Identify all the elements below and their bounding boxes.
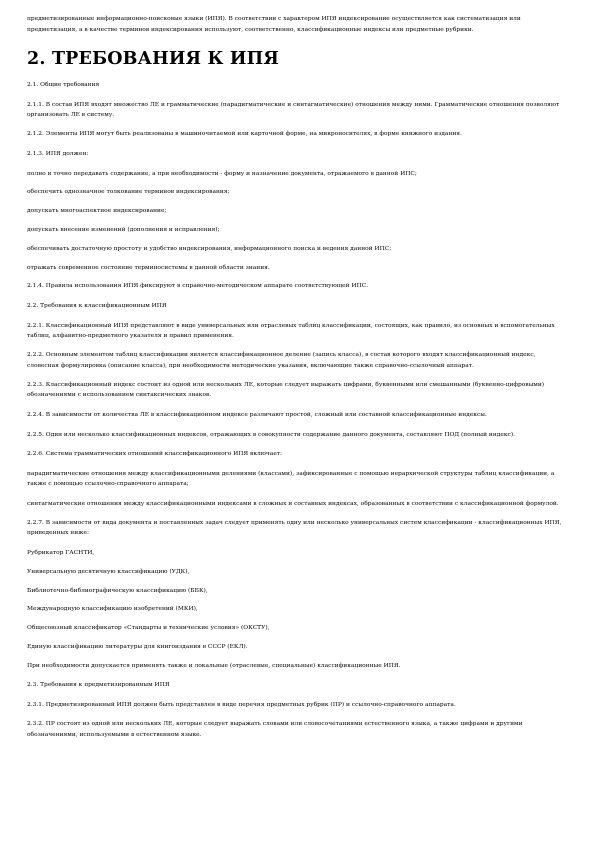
intro-paragraph: предметизированные информационно-поисковые языки (ИПЯ). В соответствии с характером ИПЯ индексирование осуществляется как систематизация или предметизация, а в качестве терминов индексирования используют, соответственно, классификационные индексы или предметные рубрики. [27, 16, 521, 33]
list-item: полно и точно передавать содержание, а при необходимости - форму и назначение документа, отражаемого в данной ИПС; [27, 170, 417, 177]
paragraph: 2.2.6. Система грамматических отношений классификационного ИПЯ включает: [27, 451, 283, 458]
paragraph: 2.3. Требования к предметизированным ИПЯ [27, 682, 170, 689]
paragraph: парадигматические отношения между классификационными делениями (классами), зафиксированные с помощью иерархической структуры таблиц классификации, а также с помощью ссылочно-справочного аппарата; [27, 470, 555, 487]
list-item: допускать многоаспектное индексирование; [27, 208, 167, 215]
paragraph: 2.2.5. Один или несколько классификационных индексов, отражающих в совокупности содержание данного документа, составляют ПОД (полный индекс). [27, 431, 516, 438]
section-title: 2. ТРЕБОВАНИЯ К ИПЯ [27, 49, 280, 69]
paragraph: 2.1.1. В состав ИПЯ входят множество ЛЕ и грамматические (парадигматические и синтагматические) отношения между ними. Грамматические отношения позволяют организовать ЛЕ в систему. [27, 101, 560, 118]
list-item: Международную классификацию изобретений (МКИ), [27, 606, 198, 613]
paragraph: синтагматические отношения между классификационными индексами в сложных и составных индексах, образованных в соответствии с классификационной формулой. [27, 500, 559, 507]
paragraph: 2.2.7. В зависимости от вида документа и поставленных задач следует применять одну или несколько универсальных систем классификации - классификационных ИПЯ, приведенных ниже: [27, 520, 562, 537]
paragraph: При необходимости допускается применять также и локальные (отраслевые, специальные) классификационные ИПЯ. [27, 662, 401, 669]
list-item: обеспечить однозначное толкование терминов индексирования; [27, 189, 230, 196]
list-item: допускать внесение изменений (дополнения и исправления); [27, 226, 220, 233]
list-item: Рубрикатор ГАСНТИ, [27, 549, 95, 556]
paragraph: 2.1.3. ИПЯ должен: [27, 150, 89, 157]
paragraph: 2.2.3. Классификационный индекс состоит из одной или нескольких ЛЕ, которые следует выражать цифрами, буквенными или смешанными (буквенно-цифровыми) обозначениями с использованием синтаксических знаков. [27, 382, 545, 399]
list-item: Единую классификацию литературы для книгоиздания в СССР (ЕКЛ). [27, 643, 248, 650]
list-item: обеспечивать достаточную простоту и удобство индексирования, информационного поиска и ведения данной ИПС; [27, 245, 392, 252]
paragraph: 2.2.1. Классификационный ИПЯ представляют в виде универсальных или отраслевых таблиц классификации, состоящих, как правило, из основных и вспомогательных таблиц, алфавитно-предметного указателя и правил применения. [27, 322, 555, 339]
document-page [27, 14, 567, 749]
paragraph: 2.1.4. Правила использования ИПЯ фиксируют в справочно-методическом аппарате соответствующей ИПС. [27, 283, 369, 290]
list-item: Библиотечно-библиографическую классификацию (ББК), [27, 587, 208, 594]
paragraph: 2.2. Требования к классификационным ИПЯ [27, 302, 167, 309]
paragraph: 2.3.2. ПР состоят из одной или нескольких ЛЕ, которые следует выражать словами или словосочетаниями естественного языка, а также цифрами и другими обозначениями, используемыми в естественном языке. [27, 721, 523, 738]
paragraph: 2.2.4. В зависимости от количества ЛЕ в классификационном индексе различают простой, сложный или составной классификационные индексы. [27, 411, 487, 418]
paragraph: 2.1.2. Элементы ИПЯ могут быть реализованы в машиночитаемой или карточной форме, на микроносителях, в форме книжного издания. [27, 131, 462, 138]
list-item: отражать современное состояние терминосистемы в данной области знания. [27, 264, 270, 271]
paragraph: 2.2.2. Основным элементом таблиц классификации является классификационное деление (запись класса), в состав которого входят классификационный индекс, словесная формулировка (описание класса), при необходимости методические указания, включающие также справочно-ссылочный аппарат. [27, 352, 536, 369]
list-item: Универсальную десятичную классификацию (УДК), [27, 568, 190, 575]
paragraph: 2.3.1. Предметизированный ИПЯ должен быть представлен в виде перечня предметных рубрик (ПР) и ссылочно-справочного аппарата. [27, 701, 456, 708]
paragraph: 2.1. Общие требования [27, 82, 100, 88]
list-item: Общесоюзный классификатор «Стандарты и технические условия» (ОКСТУ), [27, 625, 270, 632]
